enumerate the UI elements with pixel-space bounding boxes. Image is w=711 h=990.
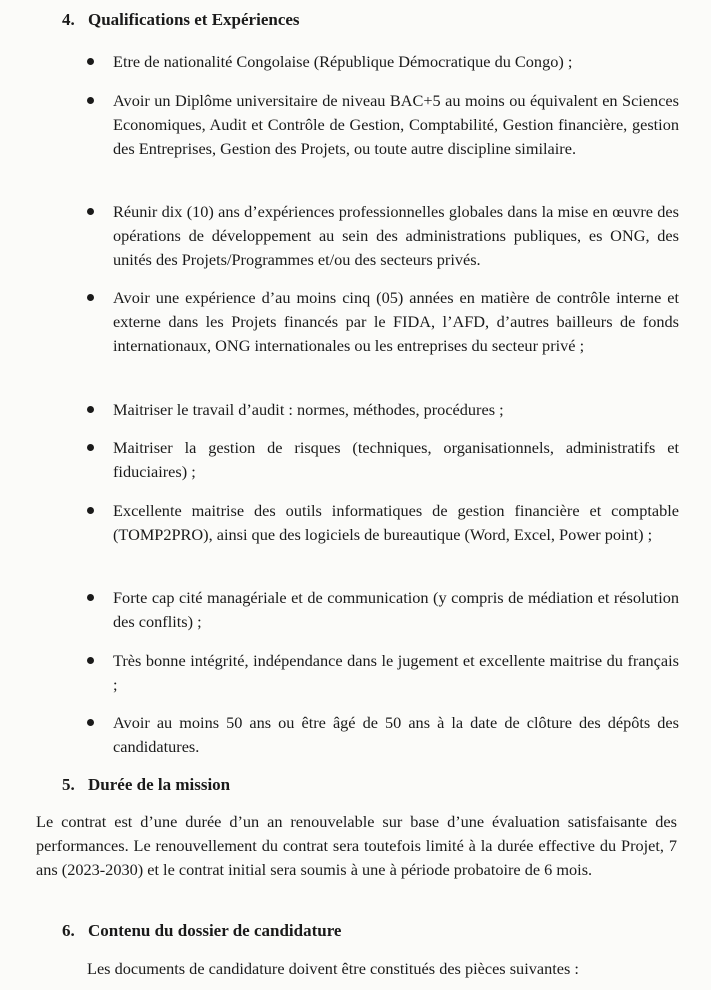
section-5-heading — [62, 774, 230, 796]
list-item-text: Excellente maitrise des outils informatiques de gestion financière et comptable (TOMP2PRO), ainsi que des logiciels de bureautique (Word, Excel, Power point) ; — [113, 501, 679, 544]
bullet-icon — [87, 657, 94, 664]
section-title: Qualifications et Expériences — [88, 10, 300, 29]
section-6-heading — [62, 920, 341, 942]
list-item-text: Etre de nationalité Congolaise (République Démocratique du Congo) ; — [113, 52, 573, 71]
bullet-icon — [87, 444, 94, 451]
bullet-icon — [87, 58, 94, 65]
list-item-text: Maitriser la gestion de risques (techniques, organisationnels, administratifs et fiduciaires) ; — [113, 438, 679, 481]
section-4-heading — [62, 9, 300, 31]
bullet-icon — [87, 294, 94, 301]
duration-paragraph: Le contrat est d’une durée d’un an renouvelable sur base d’une évaluation satisfaisante des performances. Le renouvellement du contrat sera toutefois limité à la durée effective du Projet, 7 ans (2023-2030) et le contrat initial sera soumis à une à période probatoire de 6 mois. — [36, 812, 677, 879]
dossier-intro: Les documents de candidature doivent être constitués des pièces suivantes : — [87, 959, 579, 978]
bullet-icon — [87, 719, 94, 726]
section-title: Durée de la mission — [88, 775, 231, 794]
list-item-text: Avoir un Diplôme universitaire de niveau BAC+5 au moins ou équivalent en Sciences Economiques, Audit et Contrôle de Gestion, Comptabilité, Gestion financière, gestion des Entreprises, Gestion des Projets, ou toute autre discipline similaire. — [113, 91, 679, 158]
section-number: 6. — [62, 921, 75, 940]
list-item-text: Réunir dix (10) ans d’expériences professionnelles globales dans la mise en œuvre des opérations de développement au sein des administrations publiques, es ONG, des unités des Projets/Programmes et/ou des secteurs privés. — [113, 202, 679, 269]
bullet-icon — [87, 594, 94, 601]
list-item-text: Avoir une expérience d’au moins cinq (05) années en matière de contrôle interne et externe dans les Projets financés par le FIDA, l’AFD, d’autres bailleurs de fonds internationaux, ONG internationales ou les entreprises du secteur privé ; — [113, 288, 679, 355]
section-title: Contenu du dossier de candidature — [88, 921, 342, 940]
bullet-icon — [87, 507, 94, 514]
list-item-text: Forte cap cité managériale et de communication (y compris de médiation et résolution des conflits) ; — [113, 588, 679, 631]
bullet-icon — [87, 406, 94, 413]
list-item-text: Avoir au moins 50 ans ou être âgé de 50 ans à la date de clôture des dépôts des candidatures. — [113, 713, 679, 756]
section-number: 5. — [62, 775, 75, 794]
section-number: 4. — [62, 10, 75, 29]
list-item-text: Très bonne intégrité, indépendance dans le jugement et excellente maitrise du français ; — [113, 651, 679, 694]
bullet-icon — [87, 208, 94, 215]
list-item-text: Maitriser le travail d’audit : normes, méthodes, procédures ; — [113, 400, 504, 419]
bullet-icon — [87, 97, 94, 104]
